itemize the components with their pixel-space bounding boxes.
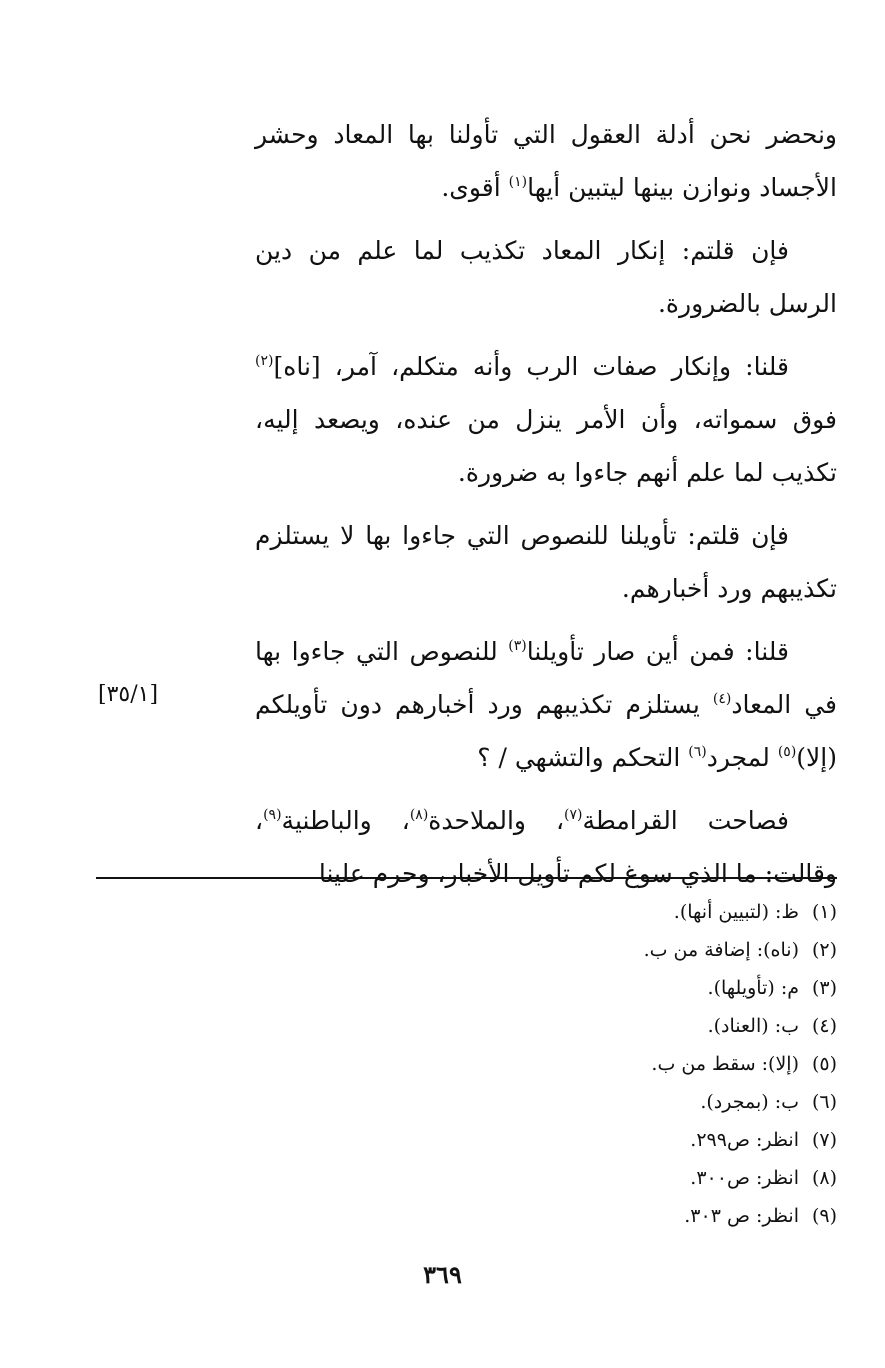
footnote-marker: (٥) bbox=[777, 744, 797, 760]
footnote-marker: (٤) bbox=[712, 691, 732, 707]
footnote-marker: (٣) bbox=[508, 638, 527, 654]
paragraph bbox=[255, 340, 837, 499]
paragraph-text: ، والملاحدة bbox=[428, 806, 565, 835]
paragraph-text: فصاحت القرامطة bbox=[582, 806, 790, 835]
footnote-item bbox=[97, 931, 837, 969]
footnote-number: (٤) bbox=[811, 1015, 837, 1037]
paragraph-text: فوق سمواته، وأن الأمر ينزل من عنده، ويصعد إليه، تكذيب لما علم أنهم جاءوا به ضرورة. bbox=[255, 405, 837, 487]
paragraph bbox=[255, 794, 837, 900]
footnote-text: انظر: ص ٣٠٣. bbox=[684, 1205, 799, 1227]
paragraph bbox=[255, 625, 837, 784]
footnote-marker: (٢) bbox=[255, 353, 274, 369]
paragraph-text: ، وقالت: ما الذي سوغ لكم تأويل الأخبار، وحرم علينا bbox=[255, 806, 837, 888]
footnote-marker: (٧) bbox=[564, 807, 583, 823]
footnotes-list bbox=[97, 893, 837, 1235]
paragraph-text: فإن قلتم: إنكار المعاد تكذيب لما علم من دين الرسل بالضرورة. bbox=[255, 236, 837, 318]
footnote-item bbox=[97, 1045, 837, 1083]
footnote-text: انظر: ص٣٠٠. bbox=[690, 1167, 799, 1189]
paragraph-text: التحكم والتشهي / ؟ bbox=[477, 743, 689, 772]
footnote-number: (٩) bbox=[811, 1205, 837, 1227]
footnote-number: (٦) bbox=[811, 1091, 837, 1113]
paragraph-text: أقوى. bbox=[441, 173, 509, 202]
paragraph-text: قلنا: فمن أين صار تأويلنا bbox=[526, 637, 789, 666]
paragraph-text: قلنا: وإنكار صفات الرب وأنه متكلم، آمر، [ناه] bbox=[273, 352, 789, 381]
footnote-marker: (١) bbox=[508, 174, 528, 190]
paragraph-text: لمجرد bbox=[706, 743, 778, 772]
paragraph-text: للنصوص التي جاءوا بها في المعاد bbox=[255, 637, 837, 719]
footnote-marker: (٩) bbox=[263, 807, 282, 823]
footnote-marker: (٨) bbox=[409, 807, 429, 823]
paragraph bbox=[255, 509, 837, 615]
footnote-item bbox=[97, 1083, 837, 1121]
footnote-text: ب: (بمجرد). bbox=[700, 1091, 799, 1113]
paragraph-text: فإن قلتم: تأويلنا للنصوص التي جاءوا بها لا يستلزم تكذيبهم ورد أخبارهم. bbox=[255, 521, 837, 603]
paragraph bbox=[255, 108, 837, 214]
footnote-item bbox=[97, 893, 837, 931]
paragraph-text: ونحضر نحن أدلة العقول التي تأولنا بها المعاد وحشر الأجساد ونوازن بينها ليتبين أيها bbox=[255, 120, 837, 202]
footnote-number: (١) bbox=[811, 901, 837, 923]
footnote-item bbox=[97, 969, 837, 1007]
paragraph-text: ، والباطنية bbox=[281, 806, 410, 835]
paragraph bbox=[255, 224, 837, 330]
footnote-item bbox=[97, 1159, 837, 1197]
main-text-body bbox=[255, 108, 837, 910]
footnote-number: (٣) bbox=[811, 977, 837, 999]
footnote-item bbox=[97, 1121, 837, 1159]
footnote-number: (٨) bbox=[811, 1167, 837, 1189]
margin-reference: [٣٥/١] bbox=[98, 682, 159, 707]
footnote-item bbox=[97, 1197, 837, 1235]
footnote-text: ظ: (لتبيين أنها). bbox=[673, 901, 799, 923]
page-number: ٣٦٩ bbox=[423, 1260, 462, 1289]
footnote-text: انظر: ص٢٩٩. bbox=[690, 1129, 799, 1151]
footnote-number: (٧) bbox=[811, 1129, 837, 1151]
footnote-marker: (٦) bbox=[688, 744, 707, 760]
footnote-number: (٢) bbox=[811, 939, 837, 961]
footnote-text: (ناه): إضافة من ب. bbox=[643, 939, 799, 961]
footnote-number: (٥) bbox=[811, 1053, 837, 1075]
paragraph-text: يستلزم تكذيبهم ورد أخبارهم دون تأويلكم (إلا) bbox=[255, 690, 837, 772]
footnote-text: م: (تأويلها). bbox=[707, 977, 799, 999]
footnote-item bbox=[97, 1007, 837, 1045]
footnote-text: ب: (العناد). bbox=[707, 1015, 799, 1037]
footnote-text: (إلا): سقط من ب. bbox=[651, 1053, 799, 1075]
footnote-divider bbox=[96, 877, 837, 879]
